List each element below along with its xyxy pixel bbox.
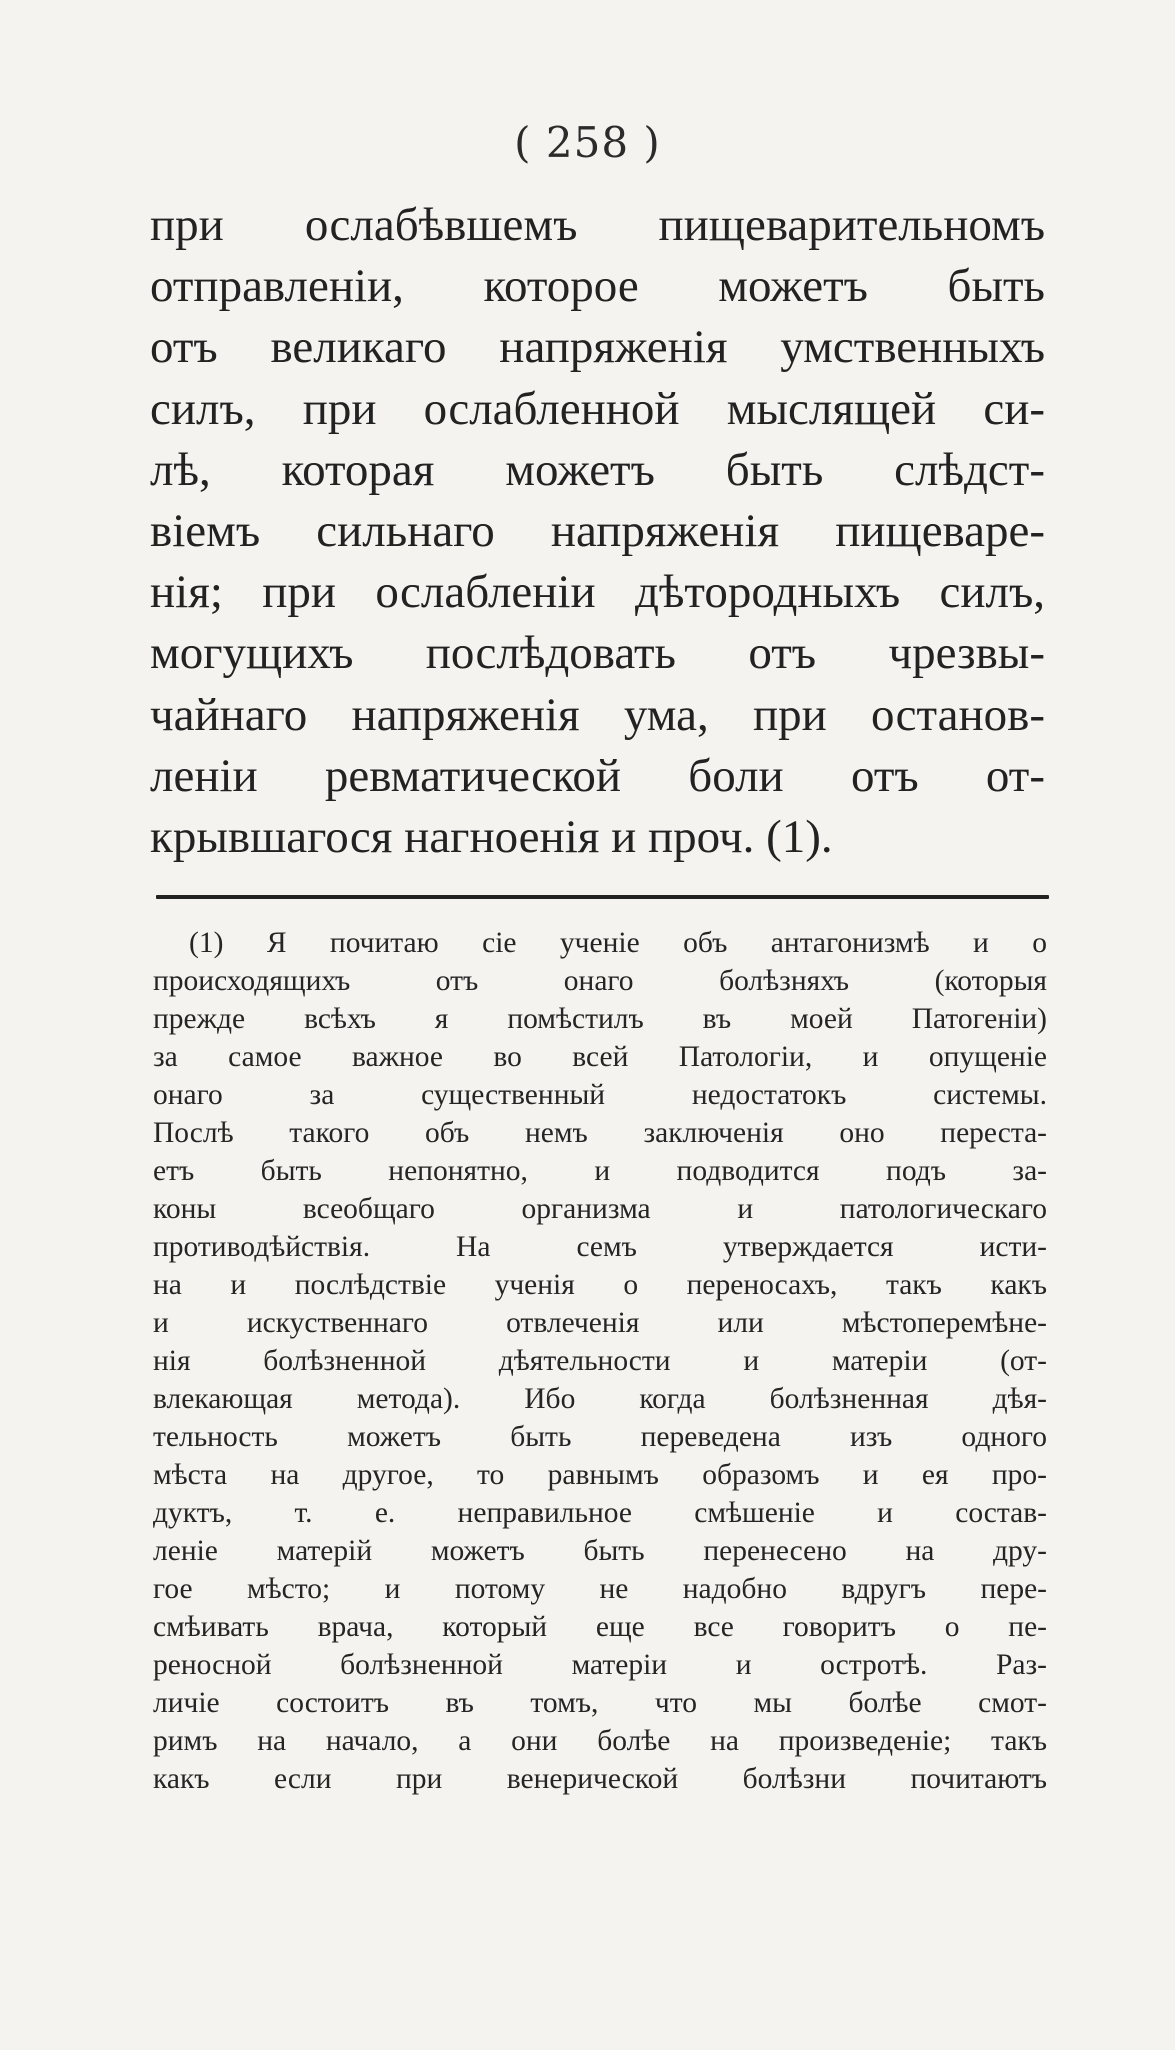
footnote-line: мѣста на другое, то равнымъ образомъ и ея про-	[153, 1459, 1047, 1491]
footnote-line: прежде всѣхъ я помѣстилъ въ моей Патогеніи)	[153, 1003, 1047, 1035]
footnote-line: нія болѣзненной дѣятельности и матеріи (от-	[153, 1345, 1047, 1377]
footnote-line: смѣивать врача, который еще все говоритъ о пе-	[153, 1611, 1047, 1643]
body-line: отправленіи, которое можетъ быть	[150, 260, 1045, 313]
footnote-line: леніе матерій можетъ быть перенесено на дру-	[153, 1535, 1047, 1567]
footnote-line: Послѣ такого объ немъ заключенія оно переста-	[153, 1117, 1047, 1149]
footnote-line: на и послѣдствіе ученія о переносахъ, такъ какъ	[153, 1269, 1047, 1301]
footnote-line: противодѣйствія. На семъ утверждается исти-	[153, 1231, 1047, 1263]
main-text-block	[150, 195, 1045, 868]
footnote-line: за самое важное во всей Патологіи, и опущеніе	[153, 1041, 1047, 1073]
footnote-line: (1) Я почитаю сіе ученіе объ антагонизмѣ и о	[189, 927, 1047, 959]
page-number: ( 258 )	[514, 118, 661, 167]
body-line: леніи ревматической боли отъ от-	[150, 749, 1045, 802]
body-line: силъ, при ослабленной мыслящей си-	[150, 382, 1045, 435]
body-line: чайнаго напряженія ума, при останов-	[150, 688, 1045, 741]
body-line: отъ великаго напряженія умственныхъ	[150, 321, 1045, 374]
body-line: нія; при ослабленіи дѣтородныхъ силъ,	[150, 566, 1045, 619]
footnote-line: и искуственнаго отвлеченія или мѣстоперемѣне-	[153, 1307, 1047, 1339]
footnote-line: етъ быть непонятно, и подводится подъ за-	[153, 1155, 1047, 1187]
body-line: віемъ сильнаго напряженія пищеваре-	[150, 505, 1045, 558]
footnote-line: онаго за существенный недостатокъ системы.	[153, 1079, 1047, 1111]
footnote-line: влекающая метода). Ибо когда болѣзненная дѣя-	[153, 1383, 1047, 1415]
footnote-line: гое мѣсто; и потому не надобно вдругъ пере-	[153, 1573, 1047, 1605]
footnote-line: римъ на начало, а они болѣе на произведеніе; такъ	[153, 1725, 1047, 1757]
footnote-line: личіе состоитъ въ томъ, что мы болѣе смот-	[153, 1687, 1047, 1719]
footnote-line: коны всеобщаго организма и патологическаго	[153, 1193, 1047, 1225]
body-line: могущихъ послѣдовать отъ чрезвы-	[150, 627, 1045, 680]
footnote-block	[153, 924, 1047, 1798]
body-line: крывшагося нагноенія и проч. (1).	[150, 811, 833, 864]
footnote-line: тельность можетъ быть переведена изъ одного	[153, 1421, 1047, 1453]
footnote-line: реносной болѣзненной матеріи и остротѣ. Раз-	[153, 1649, 1047, 1681]
footnote-line: какъ если при венерической болѣзни почитаютъ	[153, 1763, 1047, 1795]
body-line: лѣ, которая можетъ быть слѣдст-	[150, 443, 1045, 496]
footnote-line: происходящихъ отъ онаго болѣзняхъ (которыя	[153, 965, 1047, 997]
footnote-line: дуктъ, т. е. неправильное смѣшеніе и состав-	[153, 1497, 1047, 1529]
body-line: при ослабѣвшемъ пищеварительномъ	[150, 199, 1045, 251]
footnote-separator	[156, 895, 1049, 899]
